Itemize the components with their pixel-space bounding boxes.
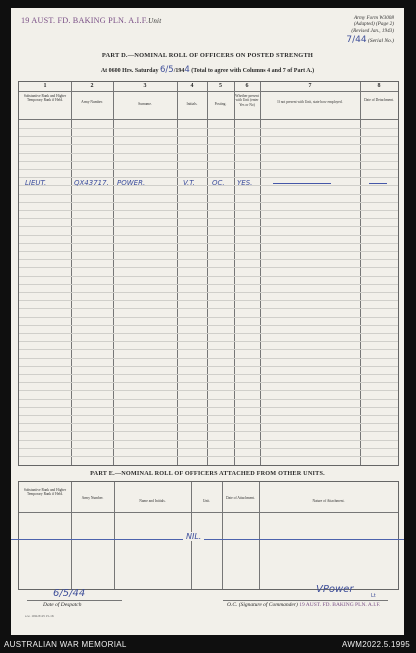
column-header: Nature of Attachment. xyxy=(312,499,345,503)
signature-note: Lt xyxy=(371,593,376,599)
row-divider xyxy=(19,91,398,92)
form-reference xyxy=(351,15,394,34)
entry-army-number: QX43717. xyxy=(74,179,109,187)
oc-unit-stamp: 19 AUST. FD. BAKING PLN. A.I.F. xyxy=(299,602,381,608)
column-number: 6 xyxy=(245,83,249,89)
print-code: s.w. 10m 8/43 15-16 xyxy=(25,614,54,618)
row-divider xyxy=(19,512,398,513)
ruled-line xyxy=(19,423,398,424)
entry-rank: LIEUT. xyxy=(25,179,47,187)
column-header: Date of Attachment. xyxy=(225,496,256,500)
ruled-line xyxy=(19,349,398,350)
ruled-line xyxy=(19,276,398,277)
column-number: 2 xyxy=(90,83,94,89)
serial-label: (Serial No.) xyxy=(368,38,394,44)
column-header: Unit. xyxy=(202,499,211,503)
at-year-printed: /194 xyxy=(173,68,185,74)
column-header: Surname. xyxy=(138,102,152,106)
column-header: Substantive Rank and Higher Temporary Rank if Held. xyxy=(23,488,67,497)
unit-printed-label: Unit xyxy=(148,17,162,25)
column-divider xyxy=(71,482,72,589)
ruled-line xyxy=(19,235,398,236)
archive-reference: AWM2022.5.1995 xyxy=(342,640,410,649)
ruled-line xyxy=(19,341,398,342)
ruled-line xyxy=(19,210,398,211)
column-header: Name and Initials. xyxy=(139,499,166,503)
oc-signature-label: (Signature of Commander) xyxy=(238,602,298,608)
ruled-line xyxy=(19,153,398,154)
part-e-title: PART E.—NOMINAL ROLL OF OFFICERS ATTACHED FROM OTHER UNITS. xyxy=(90,470,325,477)
ruled-line xyxy=(19,194,398,195)
ruled-line xyxy=(19,144,398,145)
column-number: 3 xyxy=(143,83,147,89)
column-number: 7 xyxy=(308,83,312,89)
ruled-line xyxy=(19,415,398,416)
part-d-table xyxy=(18,81,399,466)
column-number: 5 xyxy=(219,83,222,89)
ruled-line xyxy=(19,259,398,260)
ruled-line xyxy=(19,407,398,408)
form-line: (Revised Jan., 1943) xyxy=(351,27,394,34)
serial-value: 7/44 xyxy=(346,35,367,45)
column-header: Whether present with Unit (enter Yes or No) xyxy=(235,94,259,107)
form-sheet xyxy=(11,8,404,635)
ruled-line xyxy=(19,226,398,227)
commander-signature: VPower xyxy=(316,584,354,595)
ruled-line xyxy=(19,169,398,170)
ruled-line xyxy=(19,136,398,137)
ruled-line xyxy=(19,317,398,318)
ruled-line xyxy=(19,218,398,219)
ruled-line xyxy=(19,300,398,301)
ruled-line xyxy=(19,325,398,326)
column-header: Initials. xyxy=(186,102,198,106)
ruled-line xyxy=(19,333,398,334)
nil-entry: NIL. xyxy=(183,532,204,541)
ruled-line xyxy=(19,251,398,252)
column-number: 8 xyxy=(377,83,381,89)
column-header: Army Number. xyxy=(81,496,104,500)
at-date: 6/5 xyxy=(160,65,174,75)
despatch-rule xyxy=(27,600,122,601)
row-divider xyxy=(19,119,398,120)
column-number: 4 xyxy=(190,83,194,89)
column-divider xyxy=(114,482,115,589)
form-line: Army Form W3008 xyxy=(353,15,394,21)
oc-label xyxy=(227,602,380,608)
unit-stamp xyxy=(21,16,161,25)
part-d-title: PART D.—NOMINAL ROLL OF OFFICERS ON POSTED STRENGTH xyxy=(101,52,314,59)
despatch-label: Date of Despatch xyxy=(43,602,82,608)
ruled-line xyxy=(19,431,398,432)
ruled-line xyxy=(19,292,398,293)
column-header: Substantive Rank and Higher Temporary Rank if Held. xyxy=(23,94,67,103)
at-suffix: (Total to agree with Columns 4 and 7 of Part A.) xyxy=(191,68,315,74)
entry-dash-col7 xyxy=(273,183,331,184)
ruled-line xyxy=(19,456,398,457)
column-header: Army Number. xyxy=(81,100,103,104)
oc-prefix: O.C. xyxy=(227,602,238,608)
part-e-table xyxy=(18,481,399,590)
ruled-line xyxy=(19,440,398,441)
at-prefix: At 0600 Hrs. Saturday xyxy=(100,68,159,74)
column-divider xyxy=(259,482,260,589)
ruled-line xyxy=(19,358,398,359)
signature-rule xyxy=(223,600,388,601)
ruled-line xyxy=(19,374,398,375)
ruled-line xyxy=(19,448,398,449)
entry-initials: V.T. xyxy=(183,179,195,187)
column-header: Posting. xyxy=(214,102,227,106)
column-divider xyxy=(222,482,223,589)
column-header: Date of Detachment. xyxy=(364,98,394,102)
ruled-line xyxy=(19,308,398,309)
unit-stamp-text: 19 AUST. FD. BAKING PLN. A.I.F. xyxy=(21,16,149,25)
despatch-date: 6/5/44 xyxy=(53,588,86,599)
ruled-line xyxy=(19,128,398,129)
form-line: (Adapted) (Page 2) xyxy=(353,21,394,28)
ruled-line xyxy=(19,243,398,244)
entry-dash-col8 xyxy=(369,183,387,184)
ruled-line xyxy=(19,202,398,203)
ruled-line xyxy=(19,267,398,268)
entry-present: YES. xyxy=(237,179,253,187)
column-header: If not present with Unit, state how employed. xyxy=(277,100,343,104)
ruled-line xyxy=(19,161,398,162)
entry-posting: OC. xyxy=(212,179,225,187)
entry-surname: POWER. xyxy=(117,179,146,187)
ruled-line xyxy=(19,390,398,391)
serial-number xyxy=(346,35,394,45)
archive-caption: AUSTRALIAN WAR MEMORIAL xyxy=(4,640,127,649)
nil-strike-line xyxy=(11,539,404,540)
at-year-hand: 4 xyxy=(184,65,190,75)
column-number: 1 xyxy=(43,83,47,89)
ruled-line xyxy=(19,284,398,285)
ruled-line xyxy=(19,382,398,383)
ruled-line xyxy=(19,399,398,400)
ruled-line xyxy=(19,366,398,367)
part-d-date-line xyxy=(11,65,404,75)
